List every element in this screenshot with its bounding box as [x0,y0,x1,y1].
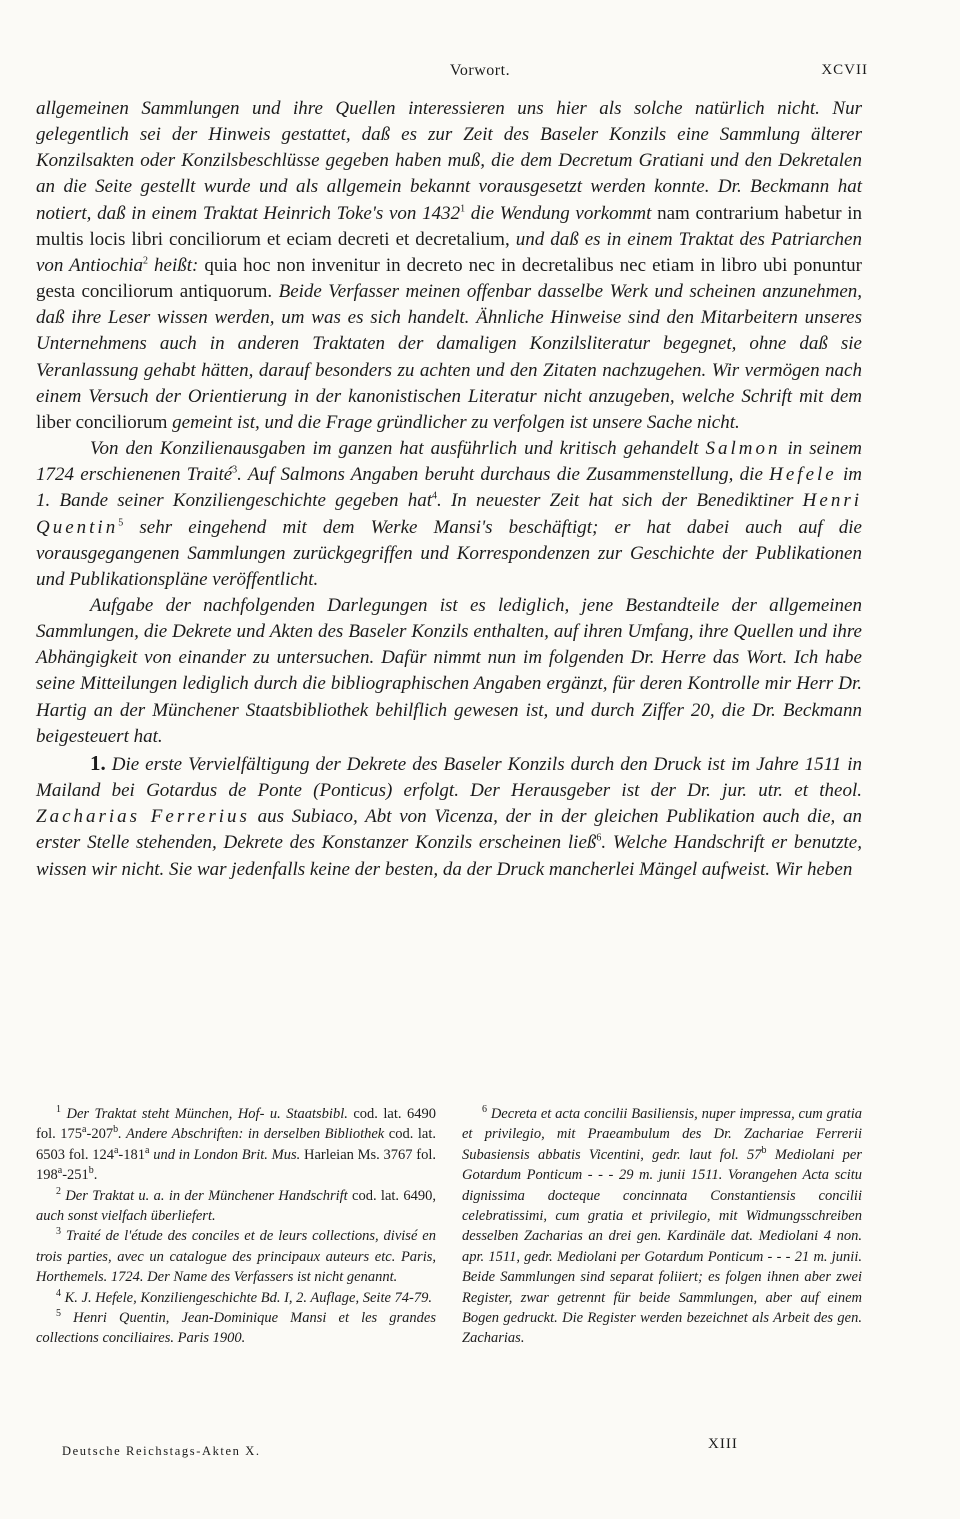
paragraph [36,750,862,883]
footnote-marker: b [113,1124,119,1136]
text-run: nam contrarium habetur in multis locis libri conciliorum et eciam decreti et decretalium, [36,202,862,250]
text-run: . Welche Handschrift er benutzte, wissen wir nicht. Sie war jedenfalls keine der besten, da der Druck mancherlei Mängel aufweist. Wir heben [36,832,862,880]
running-header-title: Vorwort. [449,62,511,79]
text-run: auch sonst vielfach überliefert. [36,1208,216,1225]
text-run: und in London Brit. Mus. [149,1146,301,1163]
text-run: Zacharias Ferrerius [36,806,250,828]
text-run: -207 [86,1126,114,1143]
text-run: im 1. Bande seiner Konziliengeschichte gegeben hat [36,464,862,512]
footnote-marker: 6 [482,1104,487,1116]
footnote-marker: 4 [432,491,437,503]
footnote-marker: 5 [118,517,124,529]
footnote-marker: 5 [56,1308,61,1320]
text-run: Aufgabe der nachfolgenden Darlegungen ist es lediglich, jene Bestandteile der allgemeinen Sammlungen, die Dekrete und Akten des Baseler Konzils enthalten, auf ihren Umfang, ihre Quellen und ihre Abhängigkeit von einander zu untersuchen. Dafür nimmt nun im folgenden Dr. Herre das Wort. Ich habe seine Mitteilungen lediglich durch die bibliographischen Angaben ergänzt, für deren Kontrolle mir Herr Dr. Hartig an der Münchener Staatsbibliothek behilflich gewesen ist, und durch Ziffer 20, die Dr. Beckmann beigesteuert hat. [36,594,862,747]
page-number: XCVII [821,62,868,78]
text-run: Traité de l'étude des conciles et de leurs collections, divisé en trois parties, avec un catalogue des principaux auteurs etc. Paris, Horthemels. 1724. Der Name des Verfassers ist nicht genannt. [36,1228,436,1286]
text-run: quia hoc non invenitur in decreto nec in decretalibus nec etiam in libro ubi ponuntur gesta conciliorum antiquorum. [36,254,863,303]
paragraph [36,96,862,436]
footnote-marker: 1 [56,1104,61,1116]
text-run: K. J. Hefele, Konziliengeschichte Bd. I, 2. Auflage, Seite 74-79. [61,1289,433,1306]
text-run: . [93,1167,98,1184]
footnote-marker: b [761,1144,767,1156]
footnote [36,1104,436,1186]
text-run: . In neuester Zeit hat sich der Benediktiner [437,490,803,512]
footnote-marker: 3 [232,464,238,476]
text-run: die Wendung vorkommt [465,202,652,224]
text-run: Mediolani per Gotardum Ponticum - - - 29 m. junii 1511. Vorangehen Acta scitu dignissima docteque concinnata Constantiensis concilii celebratissimi, cum gratia et privilegio, mit Widmungsschreiben desselben Zacharias an drei gen. Kardinäle dat. Mediolani 4 non. apr. 1511, gedr. Mediolani per Gotardum Ponticum - - - 21 m. junii. Beide Sammlungen sind separat foliiert; es folgen ihnen aber zwei Register, zwar getrennt für beide Sammlungen, aber auf einem Bogen gedruckt. Die Register werden bezeichnet als Arbeit des gen. Zacharias. [462,1146,862,1347]
text-run: Von den Konzilienausgaben im ganzen hat ausführlich und kritisch gehandelt [90,438,706,460]
text-run: 1. [90,750,106,775]
text-run: heißt: [148,254,199,276]
text-run: -181 [118,1146,145,1163]
footnote [36,1288,436,1308]
text-run: Salmon [705,438,781,460]
text-run: cod. lat. 6490, [347,1187,436,1204]
footnote-marker: 2 [143,255,149,267]
text-run: Henri Quentin [36,490,862,538]
footnote [462,1104,862,1349]
text-run: Beide Verfasser meinen offenbar dasselbe Werk und scheinen anzunehmen, daß ihre Leser wissen werden, um was es sich handelt. Ähnliche Hinweise sind den Mitarbeitern unseres Unternehmens auch in anderen Traktaten der damaligen Konzilsliteratur begegnet, ohne daß sie Veranlassung gehabt hätten, darauf besonders zu achten und den Zitaten nachzugehen. Wir vermögen nach einem Versuch der Orientierung in der kanonistischen Literatur nicht anzugeben, welche Schrift mit dem [36,281,863,407]
text-run: aus Subiaco, Abt von Vicenza, der in der gleichen Publikation auch die, an erster Stelle stehenden, Dekrete des Konstanzer Konzils erscheinen ließ [36,806,862,854]
text-run: Der Traktat u. a. in der Münchener Handschrift [61,1187,348,1204]
text-run: allgemeinen Sammlungen und ihre Quellen interessieren uns hier als solche natürlich nicht. Nur gelegentlich sei der Hinweis gestattet, daß es zur Zeit des Baseler Konzils eine Sammlung älterer Konzilsakten oder Konzilsbeschlüsse gegeben haben muß, die dem Decretum Gratiani und den Dekretalen an die Seite gestellt wurde und als allgemein bekannt vorausgesetzt werden konnte. Dr. Beckmann hat notiert, daß in einem Traktat Heinrich Toke's von 1432 [36,98,862,224]
footnotes-left-column [36,1104,436,1349]
text-run: . Auf Salmons Angaben beruht durchaus die Zusammenstellung, die [237,464,770,486]
text-run: Harleian Ms. 3767 fol. 198 [36,1146,436,1184]
footnote-marker: 4 [56,1287,61,1299]
footnote-marker: a [82,1124,87,1136]
text-run: . Andere Abschriften: in derselben Bibliothek [118,1126,385,1143]
footnotes-right-column [462,1104,862,1349]
footnote [36,1186,436,1227]
text-run: liber conciliorum [36,411,173,433]
text-run: Der Traktat steht München, Hof- u. Staatsbibl. [61,1106,348,1122]
footnote-marker: 6 [596,833,602,845]
footnote [36,1226,436,1287]
footnote-marker: a [57,1165,63,1177]
text-run: gemeint ist, und die Frage gründlicher zu verfolgen ist unsere Sache nicht. [172,411,740,433]
text-run: und daß es in einem Traktat des Patriarchen von Antiochia [36,228,862,276]
paragraph [36,436,862,593]
footnotes [36,1104,862,1349]
footnote-marker: a [113,1144,119,1156]
footnote [36,1308,436,1349]
footnote-marker: 3 [56,1226,61,1238]
text-run: Decreta et acta concilii Basiliensis, nuper impressa, cum gratia et privilegio, mit Praeambulum des Dr. Zachariae Ferrerii Subasiensis abbatis Vicentini, gedr. laut fol. 57 [462,1106,862,1163]
text-run: Die erste Vervielfältigung der Dekrete des Baseler Konzils durch den Druck ist im Jahre 1511 in Mailand bei Gotardus de Ponte (Ponticus) erfolgt. Der Herausgeber ist der Dr. jur. utr. et theol. [36,753,862,802]
footnote-marker: a [145,1144,150,1156]
text-run: -251 [62,1167,89,1184]
series-title: Deutsche Reichstags-Akten X. [62,1444,261,1458]
text-run: in seinem 1724 erschienenen Traité [36,438,862,486]
main-text [36,96,862,883]
footnote-marker: 2 [56,1185,61,1197]
text-run: cod. lat. 6503 fol. 124 [36,1126,437,1163]
text-run: Henri Quentin, Jean-Dominique Mansi et les grandes collections conciliaires. Paris 1900. [36,1310,436,1347]
text-run: Hefele [769,464,837,486]
paragraph [36,593,862,750]
footnote-marker: b [88,1165,94,1177]
text-run: cod. lat. 6490 fol. 175 [36,1106,436,1143]
footnote-marker: 1 [460,203,466,215]
text-run: sehr eingehend mit dem Werke Mansi's beschäftigt; er hat dabei auch auf die vorausgegangenen Sammlungen zurückgegriffen und Korrespondenzen zur Geschichte der Publikationen und Publikationspläne veröffentlicht. [36,516,862,590]
signature-mark: XIII [708,1436,738,1452]
